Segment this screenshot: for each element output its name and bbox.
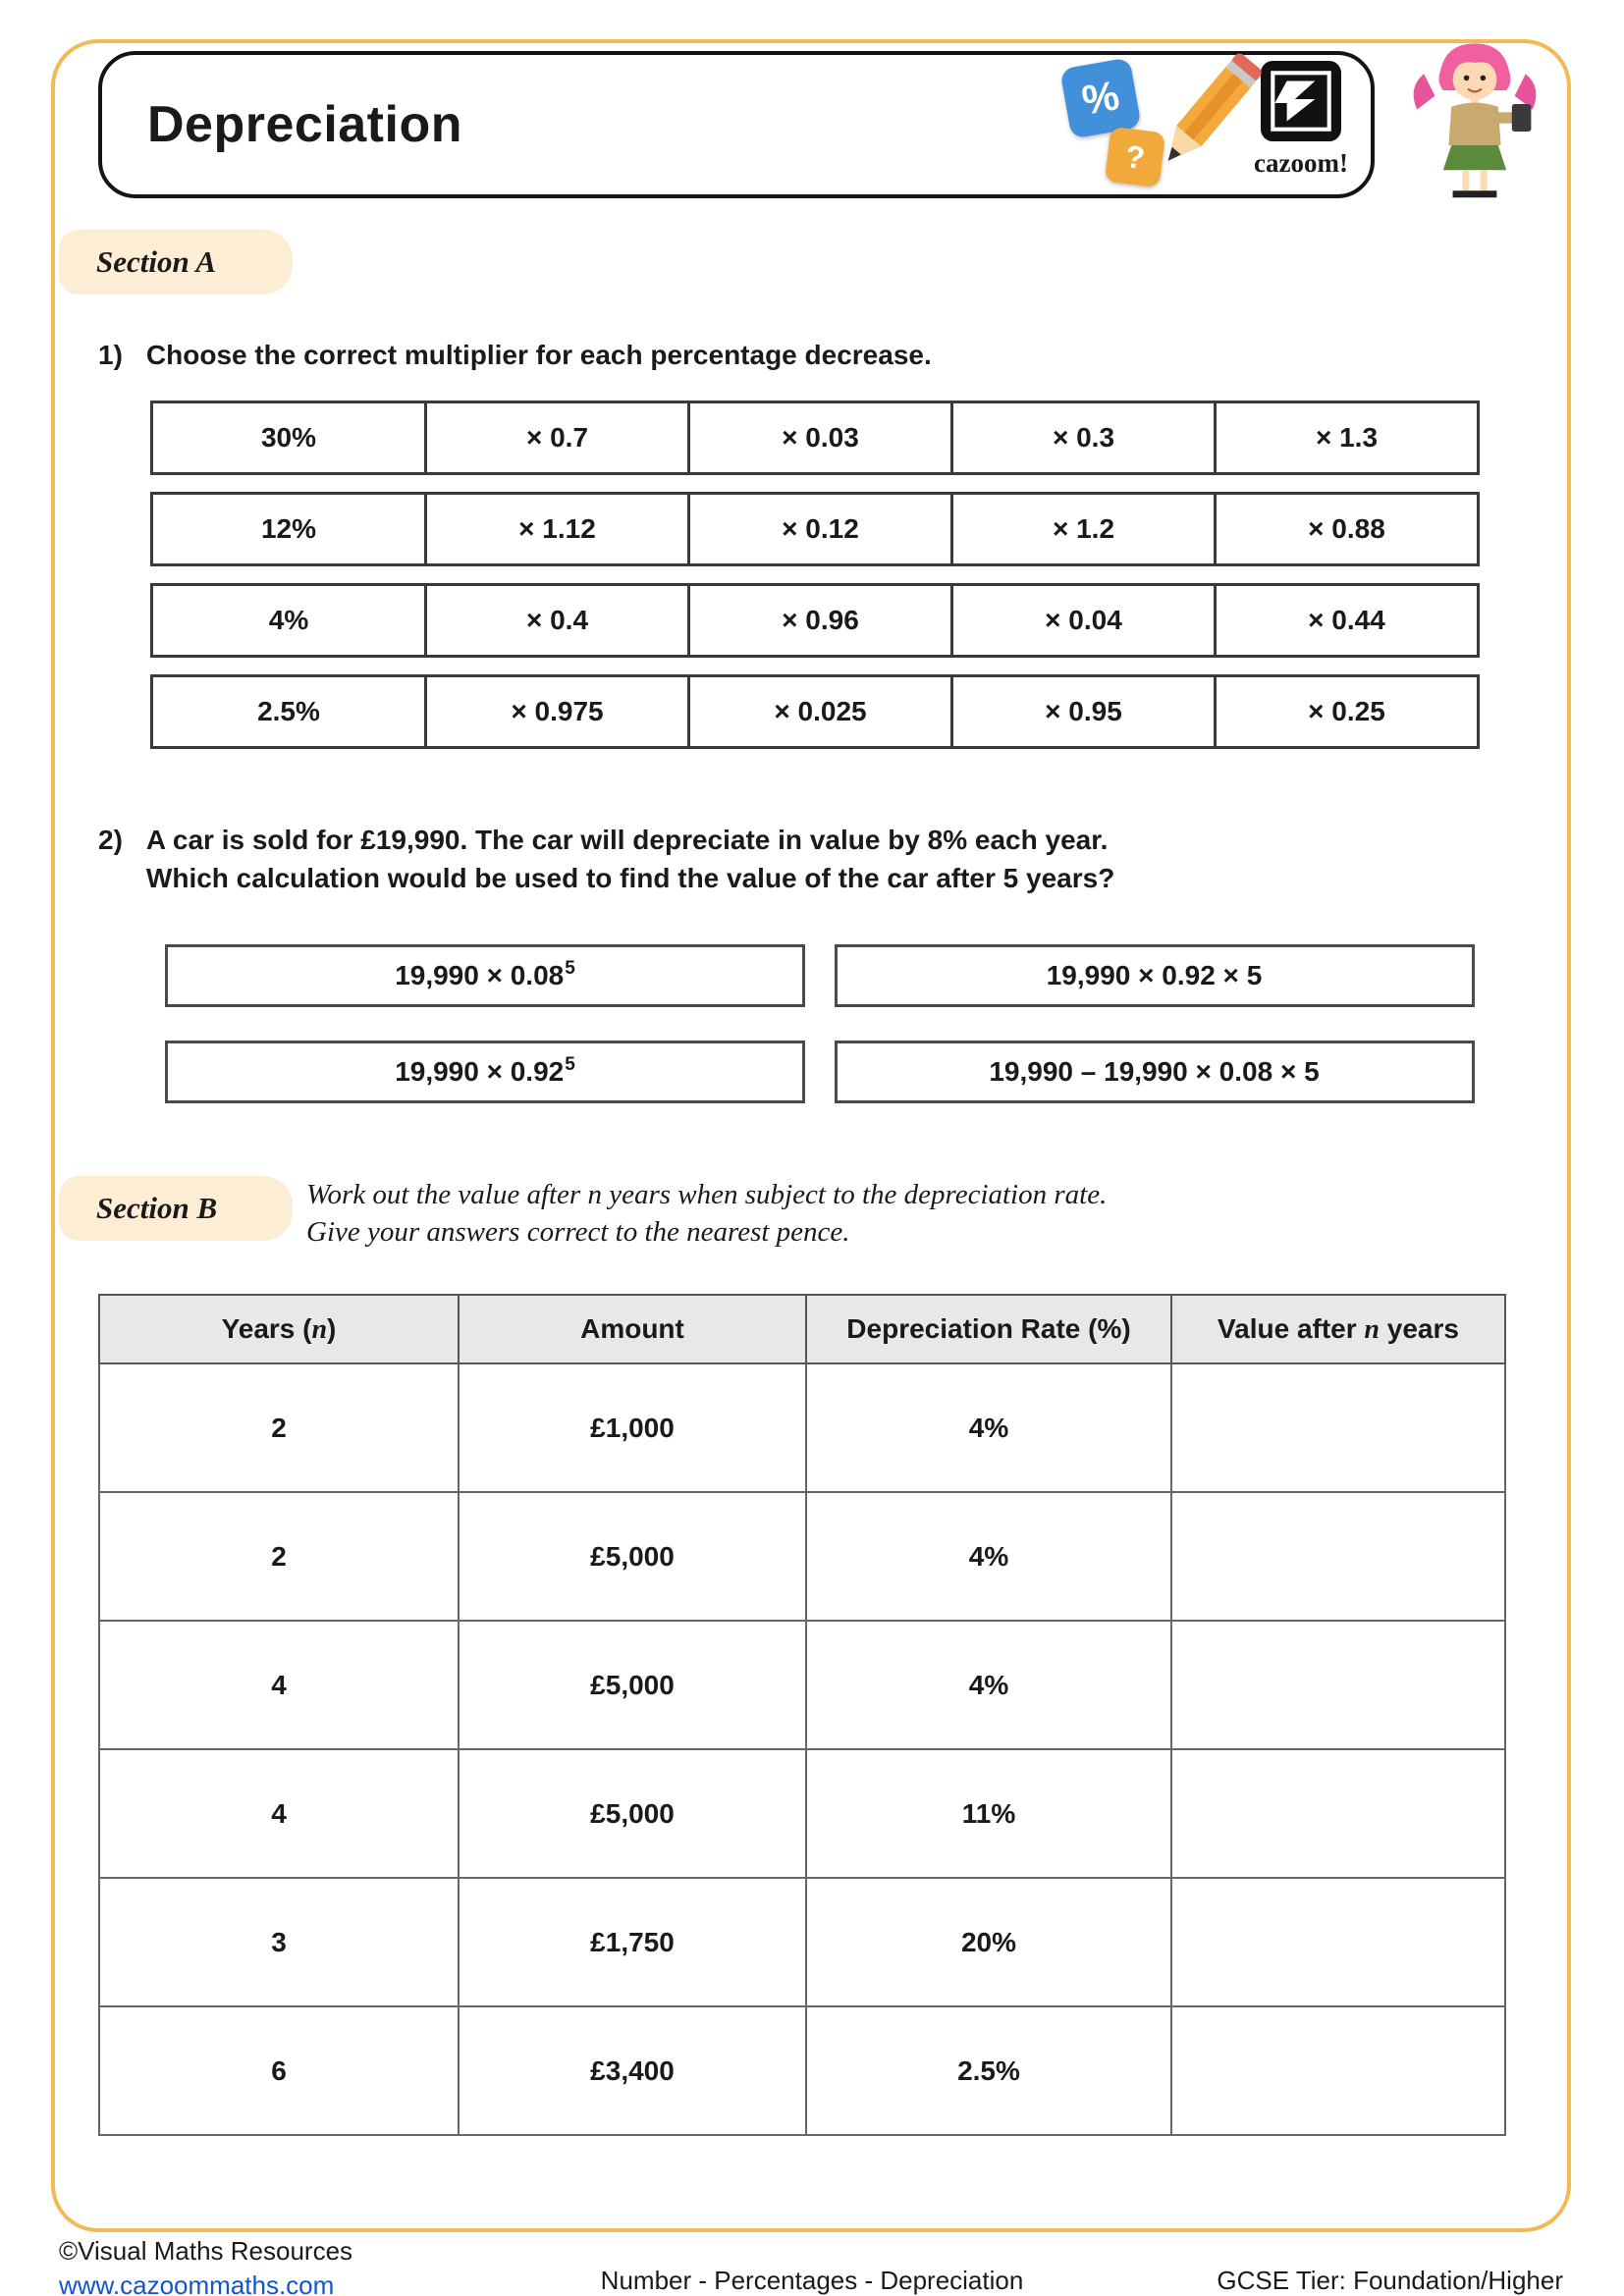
multiplier-option[interactable]: × 0.95	[950, 677, 1214, 746]
instruction-line-1: Work out the value after n years when subject to the depreciation rate.	[306, 1179, 1108, 1210]
multiplier-option[interactable]: × 0.12	[687, 495, 950, 563]
amount-cell: £3,400	[459, 2006, 806, 2135]
question-2-line-2: Which calculation would be used to find the value of the car after 5 years?	[145, 863, 1115, 893]
rate-cell: 11%	[806, 1749, 1171, 1878]
table-row	[99, 1363, 1505, 1492]
question-2-number: 2)	[98, 825, 123, 855]
percentage-label: 2.5%	[257, 696, 320, 726]
table-row	[99, 2006, 1505, 2135]
question-2-options	[165, 944, 1475, 1103]
multiplier-row	[150, 492, 1480, 566]
question-1-table	[150, 400, 1480, 766]
table-row	[99, 1621, 1505, 1749]
table-row	[99, 1492, 1505, 1621]
multiplier-option[interactable]: × 1.2	[950, 495, 1214, 563]
calculation-exponent: 5	[565, 1054, 575, 1075]
question-2-prompt	[146, 821, 1114, 897]
multiplier-option[interactable]: × 0.88	[1214, 495, 1477, 563]
multiplier-option[interactable]: × 0.25	[1214, 677, 1477, 746]
footer-tier: GCSE Tier: Foundation/Higher	[1217, 2266, 1563, 2295]
footer-topic: Number - Percentages - Depreciation	[600, 2266, 1024, 2295]
column-header-value: Value after n years	[1171, 1295, 1505, 1363]
multiplier-option[interactable]: × 0.03	[687, 403, 950, 472]
calculation-option[interactable]	[165, 1041, 805, 1103]
instruction-line-2: Give your answers correct to the nearest pence.	[306, 1216, 850, 1248]
multiplier-option[interactable]: × 1.3	[1214, 403, 1477, 472]
multiplier-option[interactable]: × 0.7	[424, 403, 687, 472]
section-b-instructions	[306, 1176, 1107, 1251]
amount-cell: £1,750	[459, 1878, 806, 2006]
years-cell: 4	[99, 1749, 459, 1878]
years-cell: 6	[99, 2006, 459, 2135]
years-cell: 2	[99, 1363, 459, 1492]
rate-cell: 4%	[806, 1621, 1171, 1749]
amount-cell: £1,000	[459, 1363, 806, 1492]
website-link[interactable]: www.cazoommaths.com	[59, 2270, 335, 2296]
multiplier-row	[150, 674, 1480, 749]
rate-cell: 4%	[806, 1492, 1171, 1621]
section-b-label-text: Section B	[96, 1191, 218, 1225]
footer-left	[59, 2234, 352, 2296]
table-header-row	[99, 1295, 1505, 1363]
rate-cell: 2.5%	[806, 2006, 1171, 2135]
column-header-years: Years (n)	[99, 1295, 459, 1363]
column-header-rate: Depreciation Rate (%)	[806, 1295, 1171, 1363]
page-title: Depreciation	[147, 96, 462, 153]
percent-icon	[1059, 57, 1141, 138]
answer-cell[interactable]	[1171, 1749, 1505, 1878]
calculation-option[interactable]	[835, 944, 1475, 1007]
section-b-table	[98, 1294, 1506, 2136]
section-a-label-text: Section A	[96, 244, 217, 279]
multiplier-row	[150, 400, 1480, 475]
multiplier-option[interactable]: × 0.3	[950, 403, 1214, 472]
calculation-exponent: 5	[565, 958, 575, 979]
calculation-text: 19,990 × 0.92	[395, 1056, 565, 1087]
answer-cell[interactable]	[1171, 2006, 1505, 2135]
calculation-text: 19,990 × 0.08	[395, 960, 565, 990]
rate-cell: 20%	[806, 1878, 1171, 2006]
percentage-label: 30%	[260, 422, 317, 453]
cartoon-girl-illustration	[1392, 35, 1557, 200]
question-glyph: ?	[1123, 137, 1147, 176]
multiplier-option[interactable]: × 1.12	[424, 495, 687, 563]
answer-cell[interactable]	[1171, 1621, 1505, 1749]
question-2-line-1: A car is sold for £19,990. The car will depreciate in value by 8% each year.	[145, 825, 1109, 855]
cazoom-logo-text: cazoom!	[1254, 148, 1348, 178]
multiplier-option[interactable]: × 0.44	[1214, 586, 1477, 655]
percent-glyph: %	[1078, 72, 1123, 124]
copyright-text: ©Visual Maths Resources	[59, 2236, 353, 2266]
amount-cell: £5,000	[459, 1621, 806, 1749]
amount-cell: £5,000	[459, 1492, 806, 1621]
section-b-label	[59, 1176, 293, 1241]
section-a-label	[59, 230, 293, 294]
multiplier-row	[150, 583, 1480, 658]
percentage-label: 12%	[260, 513, 317, 544]
question-2-text	[98, 821, 1114, 897]
table-row	[99, 1749, 1505, 1878]
pencil-icon	[1131, 41, 1278, 188]
rate-cell: 4%	[806, 1363, 1171, 1492]
multiplier-option[interactable]: × 0.025	[687, 677, 950, 746]
multiplier-option[interactable]: × 0.96	[687, 586, 950, 655]
calculation-option[interactable]	[835, 1041, 1475, 1103]
question-1-prompt: Choose the correct multiplier for each percentage decrease.	[145, 340, 932, 370]
multiplier-option[interactable]: × 0.4	[424, 586, 687, 655]
answer-cell[interactable]	[1171, 1878, 1505, 2006]
question-1-number: 1)	[98, 340, 123, 370]
multiplier-option[interactable]: × 0.975	[424, 677, 687, 746]
column-header-amount: Amount	[459, 1295, 806, 1363]
amount-cell: £5,000	[459, 1749, 806, 1878]
answer-cell[interactable]	[1171, 1363, 1505, 1492]
answer-cell[interactable]	[1171, 1492, 1505, 1621]
calculation-text: 19,990 – 19,990 × 0.08 × 5	[989, 1056, 1320, 1087]
years-cell: 2	[99, 1492, 459, 1621]
years-cell: 4	[99, 1621, 459, 1749]
table-row	[99, 1878, 1505, 2006]
percentage-label: 4%	[268, 605, 309, 635]
calculation-text: 19,990 × 0.92 × 5	[1046, 960, 1263, 990]
years-cell: 3	[99, 1878, 459, 2006]
multiplier-option[interactable]: × 0.04	[950, 586, 1214, 655]
calculation-option[interactable]	[165, 944, 805, 1007]
question-1-text	[98, 336, 932, 374]
